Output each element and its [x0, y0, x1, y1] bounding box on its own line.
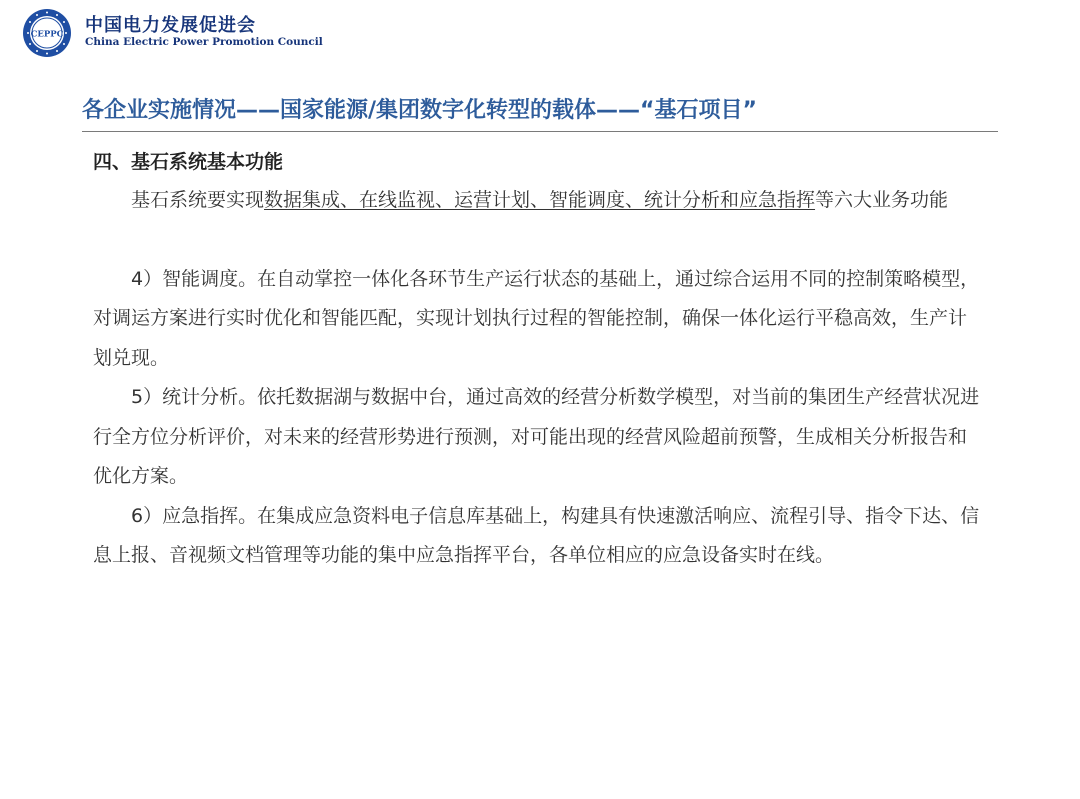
header	[22, 8, 382, 58]
ceppc-logo	[22, 8, 72, 58]
intro-paragraph	[93, 181, 983, 221]
intro-suffix: 等六大业务功能	[815, 189, 949, 211]
paragraph-spacer	[93, 221, 983, 260]
slide-content	[93, 143, 983, 576]
item-intelligent-dispatch: 4）智能调度。在自动掌控一体化各环节生产运行状态的基础上，通过综合运用不同的控制策略模型，对调运方案进行实时优化和智能匹配，实现计划执行过程的智能控制，确保一体化运行平稳高效，生产计划兑现。	[93, 267, 980, 369]
title-divider	[82, 131, 998, 132]
org-name-en: China Electric Power Promotion Council	[85, 36, 323, 48]
intro-prefix: 基石系统要实现	[131, 189, 265, 211]
logo-lettering: CEPPC	[30, 29, 64, 40]
item-statistical-analysis: 5）统计分析。依托数据湖与数据中台，通过高效的经营分析数学模型，对当前的集团生产经营状况进行全方位分析评价，对未来的经营形势进行预测，对可能出现的经营风险超前预警，生成相关分析报告和优化方案。	[93, 386, 980, 487]
item-emergency-command: 6）应急指挥。在集成应急资料电子信息库基础上，构建具有快速激活响应、流程引导、指令下达、信息上报、音视频文档管理等功能的集中应急指挥平台，各单位相应的应急设备实时在线。	[93, 504, 980, 566]
intro-functions-underlined: 数据集成、在线监视、运营计划、智能调度、统计分析和应急指挥	[264, 189, 816, 211]
org-name-cn: 中国电力发展促进会	[85, 15, 256, 36]
slide-title: 各企业实施情况——国家能源/集团数字化转型的载体——“基石项目”	[82, 98, 757, 123]
section-heading: 四、基石系统基本功能	[93, 151, 284, 173]
